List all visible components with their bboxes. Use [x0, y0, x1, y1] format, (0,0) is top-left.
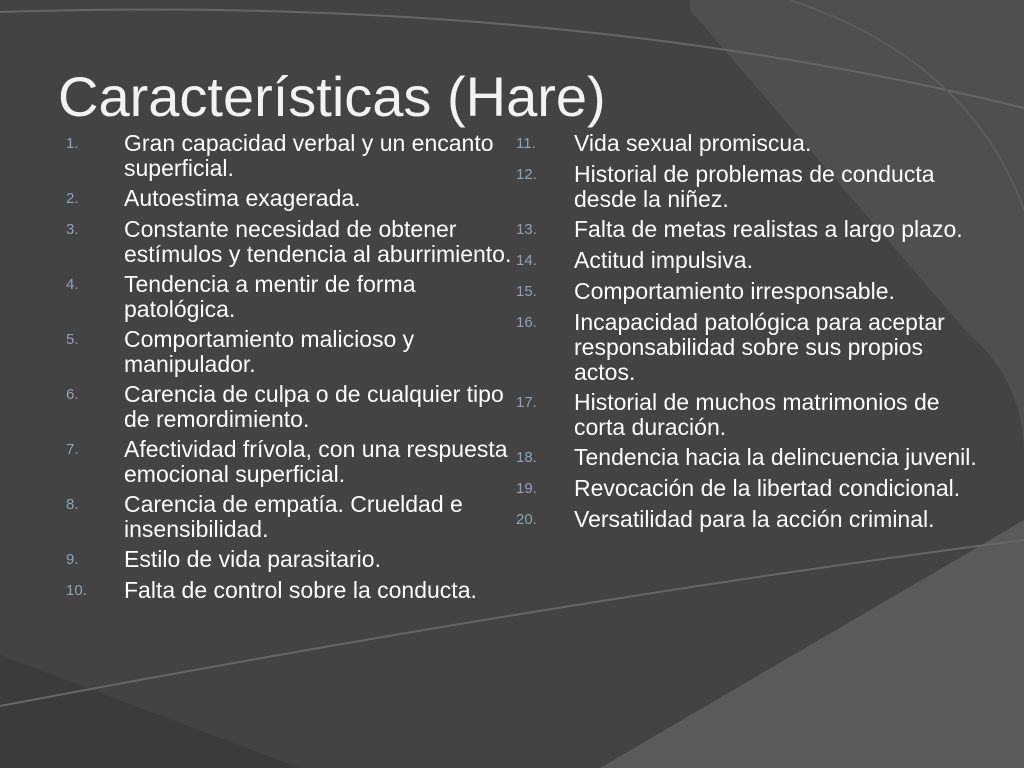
item-text: Incapacidad patológica para aceptar responsabilidad sobre sus propios actos.: [574, 309, 945, 385]
item-number: 2.: [66, 190, 79, 207]
item-number: 3.: [66, 221, 79, 238]
list-item: [66, 131, 516, 181]
item-text: Estilo de vida parasitario.: [124, 546, 381, 572]
characteristics-list-left: [66, 131, 516, 609]
item-number: 13.: [516, 221, 537, 238]
list-item: [516, 131, 986, 157]
item-text: Carencia de culpa o de cualquier tipo de remordimiento.: [124, 381, 504, 432]
list-item: [516, 162, 986, 212]
item-text: Historial de muchos matrimonios de corta duración.: [574, 389, 940, 440]
item-number: 18.: [516, 449, 537, 466]
list-item: [516, 279, 986, 305]
list-item: [66, 382, 516, 432]
item-number: 1.: [66, 135, 79, 152]
list-item: [516, 476, 986, 502]
slide-title: Características (Hare): [58, 65, 606, 128]
list-item: [66, 578, 516, 604]
list-item: [66, 272, 516, 322]
item-text: Gran capacidad verbal y un encanto superficial.: [124, 130, 494, 181]
list-item: [516, 310, 986, 385]
item-text: Historial de problemas de conducta desde la niñez.: [574, 161, 935, 212]
item-number: 11.: [516, 135, 536, 152]
item-text: Afectividad frívola, con una respuesta emocional superficial.: [124, 436, 508, 487]
item-number: 10.: [66, 582, 87, 599]
item-text: Tendencia hacia la delincuencia juvenil.: [574, 444, 977, 470]
item-number: 5.: [66, 331, 79, 348]
item-text: Vida sexual promiscua.: [574, 130, 812, 156]
item-text: Versatilidad para la acción criminal.: [574, 506, 935, 532]
item-number: 14.: [516, 252, 537, 269]
item-number: 4.: [66, 276, 79, 293]
list-item: [66, 547, 516, 573]
item-number: 12.: [516, 166, 537, 183]
item-number: 7.: [66, 441, 79, 458]
item-number: 20.: [516, 511, 537, 528]
item-text: Falta de control sobre la conducta.: [124, 577, 477, 603]
item-text: Revocación de la libertad condicional.: [574, 475, 961, 501]
item-number: 8.: [66, 496, 79, 513]
item-text: Constante necesidad de obtener estímulos y tendencia al aburrimiento.: [124, 216, 512, 267]
item-text: Tendencia a mentir de forma patológica.: [124, 271, 416, 322]
item-text: Actitud impulsiva.: [574, 247, 753, 273]
item-text: Carencia de empatía. Crueldad e insensibilidad.: [124, 491, 463, 542]
list-item: [66, 492, 516, 542]
list-item: [66, 327, 516, 377]
item-number: 9.: [66, 551, 79, 568]
list-item: [516, 248, 986, 274]
item-number: 17.: [516, 394, 537, 411]
item-number: 16.: [516, 314, 537, 331]
item-number: 15.: [516, 283, 537, 300]
list-item: [516, 507, 986, 533]
item-text: Falta de metas realistas a largo plazo.: [574, 216, 963, 242]
item-text: Comportamiento irresponsable.: [574, 278, 895, 304]
item-number: 6.: [66, 386, 79, 403]
list-item: [516, 445, 986, 471]
item-text: Autoestima exagerada.: [124, 185, 361, 211]
list-item: [516, 217, 986, 243]
characteristics-list-right: [516, 131, 986, 538]
list-item: [66, 217, 516, 267]
list-item: [66, 186, 516, 212]
item-number: 19.: [516, 480, 537, 497]
list-item: [516, 390, 986, 440]
list-item: [66, 437, 516, 487]
item-text: Comportamiento malicioso y manipulador.: [124, 326, 415, 377]
